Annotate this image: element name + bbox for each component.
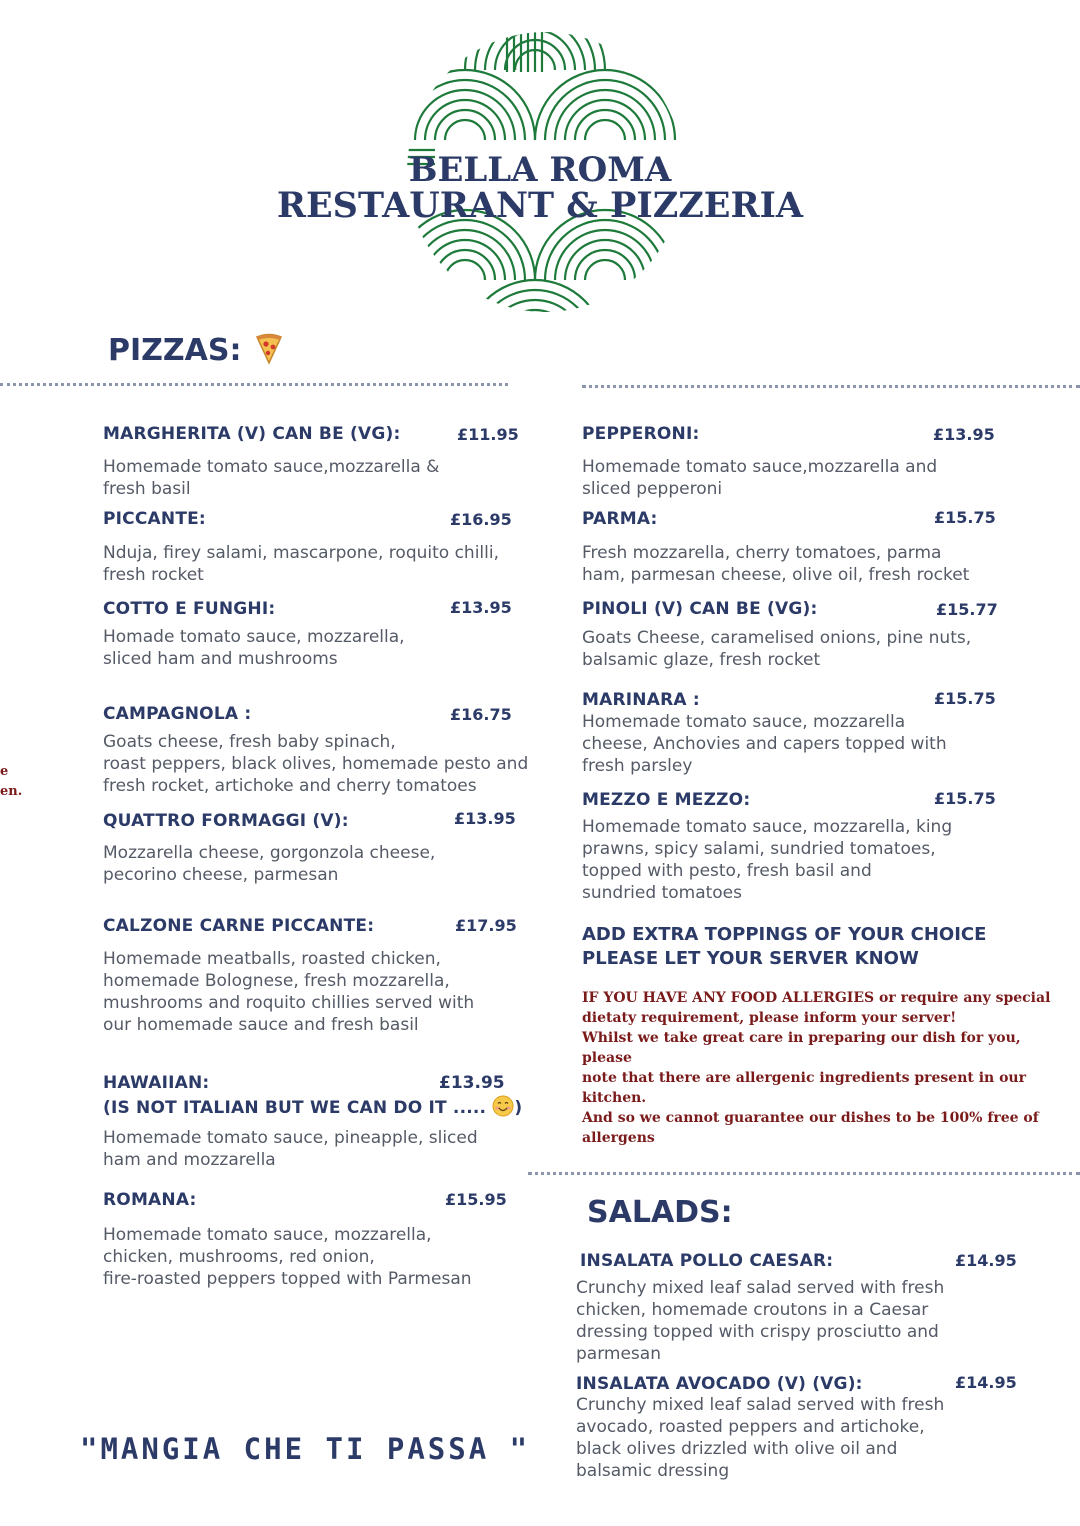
item-price: £16.95 (450, 510, 512, 529)
item-price: £13.95 (450, 598, 512, 617)
item-description: Goats cheese, fresh baby spinach, roast peppers, black olives, homemade pesto and fresh rocket, artichoke and cherry tomatoes (103, 732, 529, 796)
item-price: £15.95 (445, 1190, 507, 1209)
restaurant-subtitle: RESTAURANT & PIZZERIA (276, 185, 804, 226)
divider-right (582, 385, 1080, 388)
item-name: QUATTRO FORMAGGI (V): (103, 811, 349, 831)
item-price: £13.95 (933, 425, 995, 444)
divider-salads (528, 1172, 1080, 1175)
smiling-face-emoji-icon (492, 1095, 514, 1117)
item-description: Crunchy mixed leaf salad served with fresh avocado, roasted peppers and artichoke, black olives drizzled with olive oil and balsamic dressing (576, 1395, 945, 1481)
item-name: INSALATA AVOCADO (V) (VG): (576, 1374, 863, 1394)
item-name: MARGHERITA (V) CAN BE (VG): (103, 424, 401, 444)
item-name: MARINARA : (582, 690, 700, 710)
edge-fragment-line2: en. (0, 784, 23, 799)
pizzas-heading (108, 333, 284, 368)
item-name: PICCANTE: (103, 509, 206, 529)
edge-fragment (0, 762, 22, 802)
pizzas-title: PIZZAS: (108, 333, 242, 368)
item-price: £15.75 (934, 789, 996, 808)
extra-toppings-note: ADD EXTRA TOPPINGS OF YOUR CHOICE PLEASE LET YOUR SERVER KNOW (582, 924, 987, 969)
divider-left (0, 383, 508, 386)
item-price: £17.95 (455, 916, 517, 935)
item-price: £14.95 (955, 1251, 1017, 1270)
item-price: £13.95 (454, 809, 516, 828)
item-subtitle-text: (IS NOT ITALIAN BUT WE CAN DO IT ..... (103, 1098, 487, 1118)
item-description: Homemade tomato sauce, pineapple, sliced ham and mozzarella (103, 1128, 478, 1170)
item-name: INSALATA POLLO CAESAR: (580, 1251, 834, 1271)
item-price: £16.75 (450, 705, 512, 724)
item-description: Nduja, firey salami, mascarpone, roquito chilli, fresh rocket (103, 543, 499, 585)
item-price: £13.95 (439, 1073, 505, 1093)
salads-title: SALADS: (587, 1195, 733, 1230)
item-name: PEPPERONI: (582, 424, 700, 444)
item-price: £14.95 (955, 1373, 1017, 1392)
item-price: £11.95 (457, 425, 519, 444)
item-name: ROMANA: (103, 1190, 197, 1210)
item-description: Homemade meatballs, roasted chicken, homemade Bolognese, fresh mozzarella, mushrooms and roquito chillies served with our homemade sauce and fresh basil (103, 949, 475, 1035)
item-description: Homemade tomato sauce, mozzarella, chicken, mushrooms, red onion, fire-roasted peppers topped with Parmesan (103, 1225, 472, 1289)
item-description: Homemade tomato sauce,mozzarella & fresh basil (103, 457, 440, 499)
item-description: Homemade tomato sauce,mozzarella and sliced pepperoni (582, 457, 938, 499)
restaurant-name: BELLA ROMA (408, 150, 672, 190)
item-name: PINOLI (V) CAN BE (VG): (582, 599, 818, 619)
item-description: Goats Cheese, caramelised onions, pine nuts, balsamic glaze, fresh rocket (582, 628, 972, 670)
allergy-notice: IF YOU HAVE ANY FOOD ALLERGIES or require any special dietaty requirement, please inform your server! Whilst we take great care in preparing our dish for you, please note that there are allergenic ingredients present in our kitchen. And so we cannot guarantee our dishes to be 100% free of allergens (582, 990, 1051, 1146)
item-name: HAWAIIAN: (103, 1073, 210, 1093)
item-description: Fresh mozzarella, cherry tomatoes, parma ham, parmesan cheese, olive oil, fresh rocket (582, 543, 970, 585)
item-description: Crunchy mixed leaf salad served with fresh chicken, homemade croutons in a Caesar dressing topped with crispy prosciutto and parmesan (576, 1278, 945, 1364)
item-price: £15.75 (934, 689, 996, 708)
item-price: £15.77 (936, 600, 998, 619)
item-description: Homemade tomato sauce, mozzarella, king prawns, spicy salami, sundried tomatoes, topped with pesto, fresh basil and sundried tomatoes (582, 817, 953, 903)
item-name: CALZONE CARNE PICCANTE: (103, 916, 375, 936)
item-name: MEZZO E MEZZO: (582, 790, 751, 810)
item-description: Mozzarella cheese, gorgonzola cheese, pecorino cheese, parmesan (103, 843, 436, 885)
item-price: £15.75 (934, 508, 996, 527)
item-subtitle-end: ) (514, 1098, 523, 1118)
item-name: COTTO E FUNGHI: (103, 599, 276, 619)
item-description: Homemade tomato sauce, mozzarella cheese, Anchovies and capers topped with fresh parsley (582, 712, 947, 776)
pizza-slice-icon (254, 333, 284, 365)
item-name: CAMPAGNOLA : (103, 704, 252, 724)
item-subtitle (103, 1098, 522, 1118)
item-description: Homade tomato sauce, mozzarella, sliced ham and mushrooms (103, 627, 405, 669)
item-name: PARMA: (582, 509, 658, 529)
motto: "MANGIA CHE TI PASSA " (80, 1432, 531, 1466)
edge-fragment-line1: e (0, 764, 9, 779)
